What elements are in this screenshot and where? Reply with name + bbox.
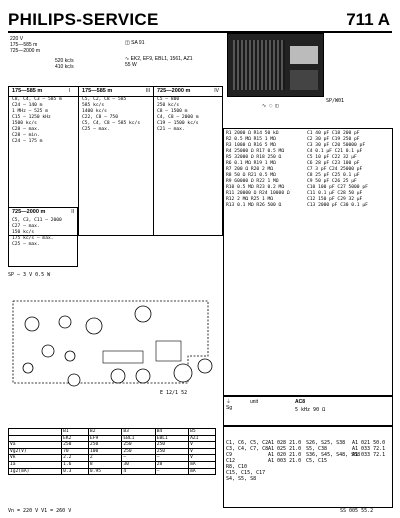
section-i: 175—585 m I C8, C4, C3 — 585 m C24 — 140 m 1 MHz — 525 m C15 — 1250 kHz 1500 kc/s C28 — max. C28 — min. C24 — 175 m	[12, 88, 70, 144]
part-row: R7 200 Ω R20 2 MΩ	[226, 167, 274, 172]
table-cell: Ig2(mA)	[9, 468, 62, 475]
part-row: C9 50 pF C26 25 µF	[307, 179, 357, 184]
table-cell: —	[155, 468, 188, 475]
table-cell: 250	[155, 442, 188, 449]
part-row: R3 1000 Ω R16 5 MΩ	[226, 143, 276, 148]
tube-data-row	[9, 468, 216, 475]
tube-voltage-table	[8, 428, 216, 475]
table-cell: —	[155, 455, 188, 462]
chassis-diagram	[8, 296, 213, 388]
footer-left: Vn = 220 V V1 = 260 V	[8, 508, 72, 514]
table-cell: 4	[122, 468, 155, 475]
part-ref-row: R8, C10	[226, 464, 248, 470]
divider-2	[153, 86, 154, 236]
table-cell: 8	[88, 461, 121, 468]
table-cell: Vg2(V)	[9, 448, 62, 455]
model-number: 711 A	[346, 10, 390, 29]
part-ref-row: C15, C15, C17	[226, 470, 266, 476]
speaker-symbol-icon: ◫	[275, 103, 279, 109]
table-cell: 0.3	[62, 468, 89, 475]
speaker-spec: ◫ SA 91	[125, 40, 145, 46]
table-cell: B5	[189, 429, 216, 436]
table-cell: 70	[62, 448, 89, 455]
table-cell: V	[189, 442, 216, 449]
speaker-label: SP/W01	[326, 98, 345, 104]
part-row: R6 0.1 MΩ R19 1 MΩ	[226, 161, 276, 166]
table-cell: EBL1	[122, 435, 155, 442]
part-ref-row: A1 021 50.0	[352, 440, 386, 446]
part-ref-row: A1 033 72.1	[352, 452, 386, 458]
table-cell: EF9	[88, 435, 121, 442]
table-cell: B4	[155, 429, 188, 436]
tube-type-row	[9, 435, 216, 442]
table-cell: mA	[189, 468, 216, 475]
divider-1	[78, 86, 79, 236]
part-row: R10 0.5 MΩ R23 0.2 MΩ	[226, 185, 285, 190]
part-ref-row: S36, S45, S48, S58	[306, 452, 361, 458]
part-row: C1 40 pF C18 200 pF	[307, 131, 360, 136]
table-cell: B3	[122, 429, 155, 436]
table-cell: Va	[9, 442, 62, 449]
table-cell: V	[189, 448, 216, 455]
part-row: R1 2000 Ω R14 50 kΩ	[226, 131, 279, 136]
tube-data-row	[9, 455, 216, 462]
part-row: C6 28 pF C23 100 pF	[307, 161, 360, 166]
part-ref-row: C9	[226, 452, 233, 458]
part-ref-row: C1, C6, C5, C2	[226, 440, 269, 446]
chassis-layout-svg	[8, 296, 213, 388]
brand-title: PHILIPS-SERVICE	[8, 10, 159, 29]
part-ref-row: A1 033 72.1	[352, 446, 386, 452]
tube-data-row	[9, 461, 216, 468]
footer-right: SS 005 55.2	[340, 508, 374, 514]
control-symbols	[262, 103, 278, 109]
section-iv: 725—2000 m IV C5 — 800 250 kc/s C8 — 1500 m C4, C8 — 2000 m C19 — 1500 kc/s C21 — max.	[157, 88, 219, 132]
tube-data-row	[9, 442, 216, 449]
part-row: C12 150 pF C29 32 µF	[307, 197, 363, 202]
mains-spec: 220 V 175—585 m 725—2000 m	[10, 36, 41, 54]
bottom-right-col1	[226, 440, 268, 482]
part-row: R13 0.1 MΩ R26 500 Ω	[226, 203, 282, 208]
table-cell: V	[189, 455, 216, 462]
part-row: C8 25 pF C25 0.1 µF	[307, 173, 360, 178]
table-cell: —	[122, 455, 155, 462]
table-cell: Ia	[9, 461, 62, 468]
table-cell: 250	[155, 448, 188, 455]
section-footnote: SP — 3 V 0.5 W	[8, 272, 51, 278]
table-cell: mA	[189, 461, 216, 468]
part-row: C7 3 pF C24 25000 pF	[307, 167, 363, 172]
control-knobs	[290, 70, 318, 90]
section-iii-lines: C5, C2, C8 — 585 585 kc/s 1400 kc/s C22, C8 — 750 C5, C4, C8 — 585 kc/s C25 — max.	[82, 97, 141, 132]
section-i-lines: C8, C4, C3 — 585 m C24 — 140 m 1 MHz — 525 m C15 — 1250 kHz 1500 kc/s C28 — max. C28 — min. C24 — 175 m	[12, 97, 62, 144]
table-cell: EBL1	[155, 435, 188, 442]
part-ref-row: S5, C38	[306, 446, 328, 452]
section-ii-lines: C5, C3, C11 — 2000 C27 — max. 150 kc/s 175 kc/s — max. C25 — max.	[12, 218, 62, 247]
part-row: R4 25000 Ω R17 0.5 MΩ	[226, 149, 285, 154]
chassis-label: E 12/1 52	[160, 390, 188, 396]
header-rule	[8, 31, 392, 33]
part-row: C10 100 pF C27 5000 pF	[307, 185, 368, 190]
bottom-right-col2	[268, 440, 301, 464]
speaker-icon: ◫	[125, 40, 130, 46]
output-value: AC8	[295, 399, 306, 405]
table-cell	[9, 429, 62, 436]
capacitor-icon: ⏚	[226, 399, 232, 405]
section-iii: 175—585 m III C5, C2, C8 — 585 585 kc/s 1400 kc/s C22, C8 — 750 C5, C4, C8 — 585 kc/s C25 — max.	[82, 88, 150, 132]
part-row: C3 30 pF C20 50000 pF	[307, 143, 366, 148]
section-iv-lines: C5 — 800 250 kc/s C8 — 1500 m C4, C8 — 2000 m C19 — 1500 kc/s C21 — max.	[157, 97, 199, 132]
output-sub: 5 kHz 90 Ω	[295, 407, 326, 413]
bottom-right-col4	[352, 440, 385, 458]
table-cell: 2.2	[62, 455, 89, 462]
receiver-photo	[227, 33, 324, 97]
table-cell: 250	[88, 442, 121, 449]
tube-header-row	[9, 429, 216, 436]
part-ref-row: A1 003 21.0	[268, 458, 302, 464]
table-cell: 250	[62, 442, 89, 449]
part-ref-row: A1 020 21.0	[268, 452, 302, 458]
sg-label: Sg	[226, 405, 233, 411]
table-cell: 250	[122, 448, 155, 455]
part-row: R8 50 Ω R21 0.5 MΩ	[226, 173, 276, 178]
tone-symbol-icon: ◌	[269, 103, 273, 109]
part-ref-row: C12	[226, 458, 236, 464]
part-ref-row: C3, C4, C7, C8	[226, 446, 269, 452]
part-row: R2 0.5 MΩ R15 1 MΩ	[226, 137, 276, 142]
part-row: R9 60000 Ω R22 1 MΩ	[226, 179, 279, 184]
part-row: C2 30 pF C19 250 pF	[307, 137, 360, 142]
part-row: R11 20000 Ω R24 10000 Ω	[226, 191, 290, 196]
tubes-spec: ∿ EK2, EF9, EBL1, 1561, AZ1 55 W	[125, 56, 193, 68]
output-box-left	[226, 399, 232, 411]
output-unit: unit	[250, 399, 259, 405]
part-ref-row: S4, S5, S8	[226, 476, 257, 482]
part-ref-row: S26, S25, S38	[306, 440, 346, 446]
part-row: C4 0.1 µF C21 0.1 µF	[307, 149, 363, 154]
part-row: C5 10 pF C22 32 µF	[307, 155, 357, 160]
part-ref-row: C5, C15	[306, 458, 328, 464]
freq-spec: 520 kc/s 410 kc/s	[55, 58, 74, 70]
part-row: C13 2000 pF C30 0.1 µF	[307, 203, 368, 208]
table-cell: AZ1	[189, 435, 216, 442]
table-cell: B1	[62, 429, 89, 436]
section-ii: 725—2000 m II C5, C3, C11 — 2000 C27 — max. 150 kc/s 175 kc/s — max. C25 — max.	[12, 209, 74, 247]
part-row: R5 32000 Ω R18 250 Ω	[226, 155, 282, 160]
table-cell	[9, 435, 62, 442]
parts-list-resistors	[226, 131, 290, 209]
ac-icon: ∿	[125, 56, 130, 62]
table-cell: B2	[88, 429, 121, 436]
table-cell: 2	[88, 455, 121, 462]
part-ref-row: A1 028 21.0	[268, 440, 302, 446]
table-cell: 30	[122, 461, 155, 468]
tube-data-row	[9, 448, 216, 455]
parts-list-capacitors	[307, 131, 368, 209]
tuning-dial	[290, 46, 318, 64]
table-cell: Vk	[9, 455, 62, 462]
table-cell: 28	[155, 461, 188, 468]
speaker-grill	[233, 40, 285, 90]
table-cell: EK2	[62, 435, 89, 442]
part-ref-row: A1 025 21.0	[268, 446, 302, 452]
part-row: C11 0.1 µF C28 50 µF	[307, 191, 363, 196]
ac-symbol-icon: ∿	[262, 103, 267, 109]
part-row: R12 2 MΩ R25 1 MΩ	[226, 197, 274, 202]
table-cell: 1.6	[62, 461, 89, 468]
table-cell: 100	[88, 448, 121, 455]
table-cell: 0.95	[88, 468, 121, 475]
table-cell: 250	[122, 442, 155, 449]
